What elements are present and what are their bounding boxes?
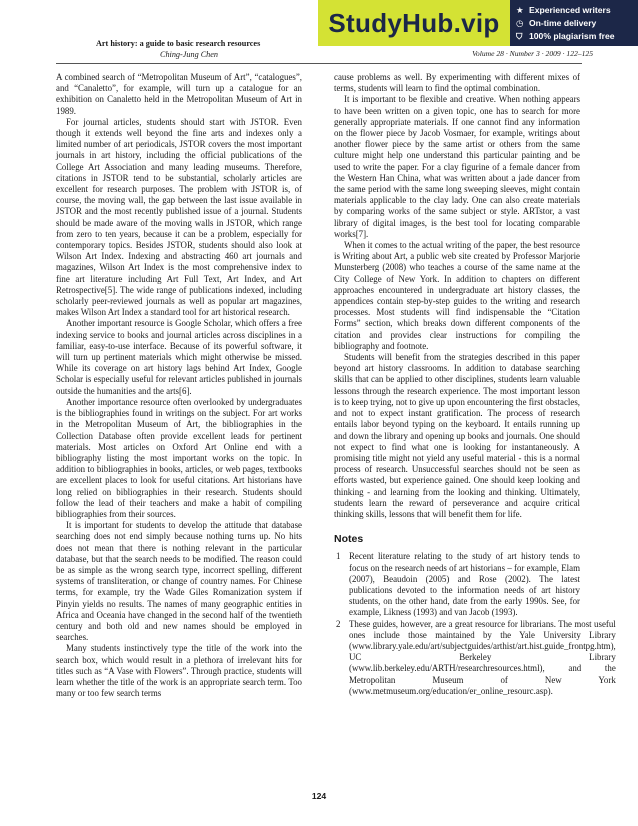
paragraph: Another importance resource often overlooked by undergraduates is the bibliographies found in writings on the subject. For art works in the Metropolitan Museum of Art, the bibliographies in the Collection Database often provide excellent leads for pertinent materials. Most articles on Oxford Art Online end with a bibliography listing the most important works on the topic. In addition to bibliographies in books, articles, or web pages, textbooks are excellent places to look for useful citations. Art historians have long relied on bibliographies in their research. Students should follow the lead of their teachers and make a habit of compiling bibliographies from their sources.	[56, 396, 302, 519]
citation-info: Volume 28 · Number 3 · 2009 · 122–125	[472, 49, 593, 58]
paragraph: cause problems as well. By experimenting with different mixes of terms, students will learn to find the optimal combination.	[334, 72, 580, 94]
paragraph: Another important resource is Google Scholar, which offers a free indexing service to books and journal articles across disciplines in a familiar, easy-to-use interface. Because of its powerful software, it will turn up pertinent materials which might otherwise be missed. While its coverage on art history lags behind Art Index, Google Scholar is especially useful for relevant articles published in journals outside the humanities and the arts[6].	[56, 318, 302, 396]
star-icon: ★	[516, 4, 524, 15]
author-name: Ching-Jung Chen	[160, 50, 218, 59]
journal-title: Art history: a guide to basic research resources	[96, 39, 261, 48]
brand-suffix: .vip	[453, 7, 500, 38]
paragraph: It is important to be flexible and creative. When nothing appears to have been written on a given topic, one has to search for more generally appropriate materials. If one cannot find any information on the flower piece by Jacob Vosmaer, for example, writings about another flower piece by the same artist or others from the same culture might help one understand this particular painting and be used to write the paper. For a clay figurine of a female dancer from the Western Han China, what was written about a jade dancer from the same period with the same long sweeping sleeves, might contain materials applicable to the clay lady. One can also create materials by comparing works of the same subject or style. ARTstor, a vast library of digital images, is the best tool for locating comparable works[7].	[334, 94, 580, 239]
paragraph: For journal articles, students should start with JSTOR. Even though it extends well beyond the fine arts and indexes only a limited number of art periodicals, JSTOR covers the most important journals in art history, including the official publications of the College Art Association and many leading museums. Therefore, citations in JSTOR tend to be substantial, scholarly articles are excellent for research purposes. The problem with JSTOR is, of course, the moving wall, the gap between the last issue available in JSTOR and the most recently published issue of a journal. Students should be made aware of the moving walls in JSTOR, which range from zero to ten years, because it can be a problem, especially for contemporary topics. Besides JSTOR, students should also look at Wilson Art Index. Indexing and abstracting 460 art journals and magazines, Wilson Art Index is the most comprehensive index to fine art literature including Art Full Text, Art Index, and Art Retrospective[5]. The wide range of publications indexed, including scholarly peer-reviewed journals as well as popular art magazines, makes Wilson Art Index a standard tool for art historical research.	[56, 116, 302, 318]
paragraph: When it comes to the actual writing of the paper, the best resource is Writing about Art, a public web site created by Professor Marjorie Munsterberg (2008) who teaches a course of the same name at the City College of New York. In addition to chapters on different approaches encountered in undergraduate art history classes, the appendices contain step-by-step guides to the writing and research processes. Most students will find indispensable the “Citation Forms” section, which breaks down different components of the citation and provides clear instructions for compiling the bibliography and footnote.	[334, 240, 580, 351]
right-column	[334, 72, 616, 697]
feature-label: Experienced writers	[529, 4, 611, 15]
note-item	[334, 551, 580, 618]
studyhub-banner[interactable]	[318, 0, 638, 46]
brand-logo[interactable]	[318, 0, 510, 46]
note-number: 2	[336, 618, 341, 629]
paragraph: Many students instinctively type the title of the work into the search box, which would result in a plethora of irrelevant hits for titles such as “A Vase with Flowers”. Through practice, students will learn whether the title of the work is an appropriate search term. Too many or too few search terms	[56, 643, 302, 699]
left-column	[56, 72, 302, 699]
feature-item	[516, 4, 638, 17]
feature-label: 100% plagiarism free	[529, 30, 615, 41]
header-divider	[56, 63, 582, 64]
running-header	[96, 38, 336, 60]
brand-name: StudyHub	[328, 7, 454, 38]
feature-list	[510, 0, 638, 46]
page-number: 124	[311, 791, 327, 801]
feature-item	[516, 30, 638, 43]
note-number: 1	[336, 551, 341, 562]
feature-item	[516, 17, 638, 30]
note-text: Recent literature relating to the study of art history tends to focus on the research needs of art historians – for example, Elam (2007), Beaudoin (2005) and Rose (2002). The latest publications devoted to the information needs of art history students, on the other hand, date from the early 1990s. See, for example, Likness (1993) and van Jacob (1993).	[349, 551, 580, 618]
clock-icon: ◷	[516, 17, 524, 28]
note-item	[334, 618, 616, 697]
paragraph: Students will benefit from the strategies described in this paper beyond art history classrooms. In addition to database searching skills that can be applied to other disciplines, students learn valuable lessons through the research experience. The most important lesson is to keep trying, not to give up upon encountering the first obstacles, and not to expect instant gratification. The process of research entails labor beyond typing on the keyboard. It entails running up and down the library and opening up books and journals. One should not expect to find what one is looking for instantaneously. A promising title might not yield any useful material - this is a normal process of research. Unsuccessful searches should not be seen as efforts wasted, but experience gained. One should keep looking and thinking - and learning from the looking and thinking. Ultimately, students learn the reward of perseverance and acquire critical thinking skills, lessons that will benefit them for life.	[334, 352, 580, 519]
paragraph: It is important for students to develop the attitude that database searching does not end simply because nothing turns up. No hits does not mean that there is nothing relevant in the particular database, but that the search needs to be modified. The reason could be as simple as the wrong search type, incorrect spelling, different systems of transliteration, or change of country names. For Chinese terms, for example, try the Wade Giles Romanization system if Pinyin yields no results. The names of many geographic entities in Africa and Oceania have changed in the second half of the twentieth century and both old and new names should be employed in searches.	[56, 520, 302, 643]
feature-label: On-time delivery	[529, 17, 597, 28]
note-text: These guides, however, are a great resource for librarians. The most useful ones include those maintained by the Yale University Library (www.library.yale.edu/art/subjectguides/arthist/art.hist.guide_frontpg.htm), UC Berkeley Library (www.lib.berkeley.edu/ARTH/researchresources.html), and the Metropolitan Museum of New York (www.metmuseum.org/education/er_online_resourc.asp).	[349, 618, 616, 696]
notes-heading: Notes	[334, 533, 364, 546]
paragraph: A combined search of “Metropolitan Museum of Art”, “catalogues”, and “Canaletto”, for example, will turn up a catalogue for an exhibition on Canaletto held in the Metropolitan Museum of Art in 1989.	[56, 72, 302, 116]
shield-icon: ⛉	[516, 30, 523, 41]
